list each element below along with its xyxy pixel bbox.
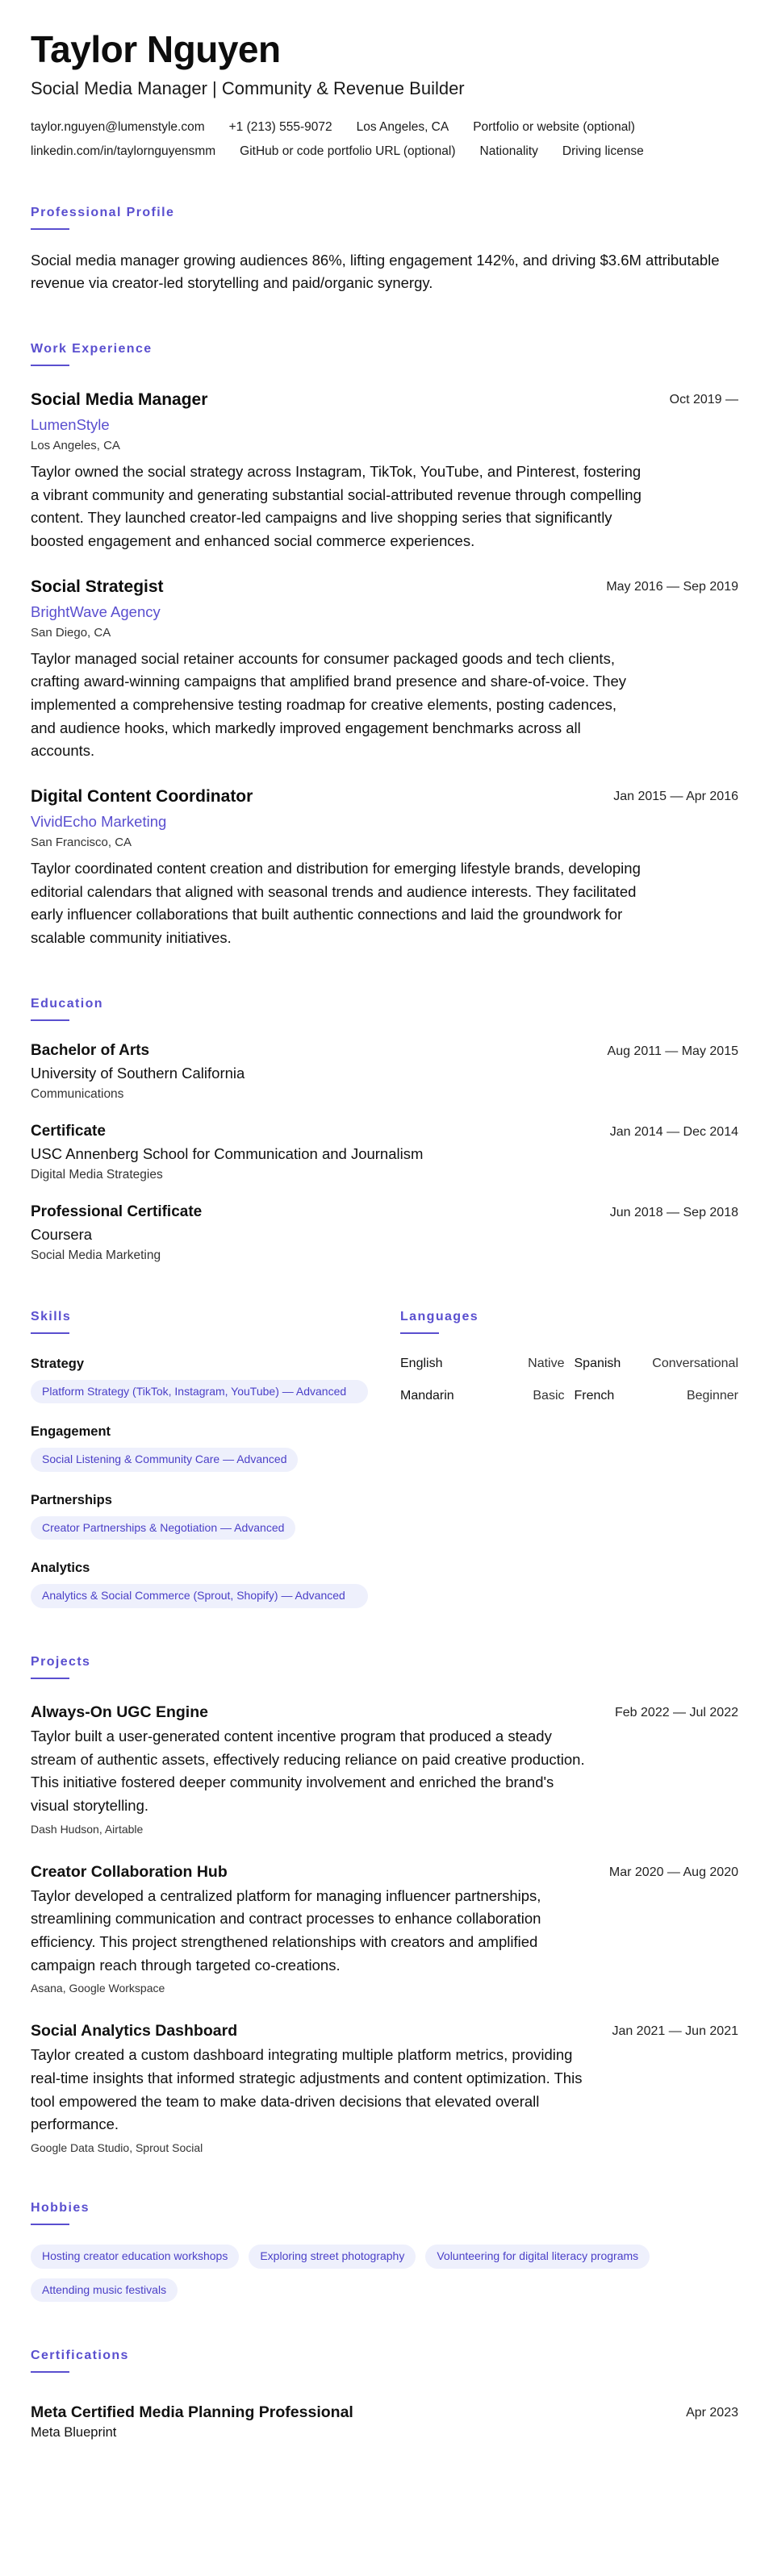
field-of-study: Digital Media Strategies [31,1167,163,1182]
project-entry [31,1863,738,1995]
education-entry [31,1042,738,1102]
section-divider [400,1332,439,1334]
job-location: San Francisco, CA [31,835,132,849]
email-link[interactable]: taylor.nguyen@lumenstyle.com [31,119,205,134]
project-description: Taylor created a custom dashboard integrating multiple platform metrics, providing real-time insights that informed strategic adjustments and content optimization. This tool empowered the team to make data-driven decisions that elevated overall performance. [31,2046,583,2133]
hobby-pill: Hosting creator education workshops [31,2245,239,2269]
language-list [400,1357,738,1421]
project-tools: Asana, Google Workspace [31,1982,165,1995]
field-of-study: Social Media Marketing [31,1248,161,1262]
language-level: Native [528,1356,565,1370]
job-description: Taylor managed social retainer accounts for consumer packaged goods and tech clients, crafting award-winning campaigns that amplified brand presence and share-of-voice. They implemented a comprehensive testing roadmap for creative elements, posting cadences, and audience hooks, which markedly improved engagement benchmarks across all accounts. [31,649,627,760]
headline: Social Media Manager | Community & Revenue Builder [31,77,465,98]
certification-title: Meta Certified Media Planning Professional [31,2403,353,2422]
project-description: Taylor developed a centralized platform for managing influencer partnerships, streamlining communication and contract processes to enhance collaboration efficiency. This project strengthened relationships with creators and amplified campaign reach through targeted co-creations. [31,1886,541,1974]
job-title: Digital Content Coordinator [31,786,253,806]
section-title: Languages [400,1309,479,1323]
job-entry [31,390,738,553]
school-name: University of Southern California [31,1064,245,1082]
projects-section [31,1655,738,2154]
project-entry [31,2022,738,2154]
contact-row [31,120,738,135]
profile-summary: Social media manager growing audiences 86%, lifting engagement 142%, and driving $3.6M attributable revenue via creator-led storytelling and paid/organic synergy. [31,251,720,292]
job-date: May 2016 — Sep 2019 [606,579,738,594]
location: Los Angeles, CA [356,119,449,134]
education-date: Jun 2018 — Sep 2018 [609,1205,738,1219]
section-title: Projects [31,1655,91,1669]
section-divider [31,1678,69,1679]
github-link[interactable]: GitHub or code portfolio URL (optional) [240,144,456,158]
skill-group [31,1493,368,1540]
job-date: Oct 2019 — [669,392,738,406]
skills-section [31,1310,368,1608]
language-name: French [574,1388,615,1403]
job-company: BrightWave Agency [31,602,161,620]
language-item [575,1357,739,1389]
skill-pill: Creator Partnerships & Negotiation — Advanced [31,1516,295,1540]
degree-title: Certificate [31,1122,106,1140]
language-level: Conversational [652,1356,738,1370]
school-name: Coursera [31,1225,93,1243]
section-divider [31,2224,69,2225]
section-divider [31,1332,69,1334]
school-name: USC Annenberg School for Communication and Journalism [31,1144,424,1162]
section-divider [31,228,69,230]
job-description: Taylor coordinated content creation and distribution for emerging lifestyle brands, developing editorial calendars that aligned with seasonal trends and audience interests. They facilitated early influencer collaborations that built authentic connections and laid the groundwork for scalable community initiatives. [31,859,641,946]
project-entry [31,1703,738,1836]
language-level: Beginner [686,1388,738,1403]
section-title: Education [31,996,103,1011]
project-date: Feb 2022 — Jul 2022 [615,1706,738,1720]
section-divider [31,2371,69,2373]
project-title: Social Analytics Dashboard [31,2022,238,2040]
language-item [400,1389,565,1421]
job-entry [31,787,738,950]
language-item [400,1357,565,1389]
job-entry [31,577,738,763]
language-name: English [400,1356,443,1370]
nationality: Nationality [479,144,538,158]
skill-group [31,1357,368,1404]
certification-date: Apr 2023 [686,2406,738,2420]
skill-category: Strategy [31,1356,85,1371]
project-tools: Dash Hudson, Airtable [31,1822,144,1836]
language-name: Mandarin [400,1388,454,1403]
resume-header [31,29,738,159]
hobby-list [31,2245,738,2302]
skill-group [31,1424,368,1472]
hobby-pill: Exploring street photography [249,2245,416,2269]
phone-number[interactable]: +1 (213) 555-9072 [228,119,332,134]
project-date: Jan 2021 — Jun 2021 [612,2024,738,2039]
project-title: Creator Collaboration Hub [31,1862,228,1881]
certification-entry [31,2403,738,2441]
job-company: VividEcho Marketing [31,812,167,830]
project-date: Mar 2020 — Aug 2020 [608,1865,738,1879]
education-date: Jan 2014 — Dec 2014 [609,1124,738,1139]
job-location: San Diego, CA [31,625,111,640]
skill-pill: Platform Strategy (TikTok, Instagram, YouTube) — Advanced [31,1380,368,1404]
section-title: Skills [31,1309,72,1323]
skill-category: Engagement [31,1424,111,1440]
education-date: Aug 2011 — May 2015 [607,1044,738,1058]
language-level: Basic [533,1388,565,1403]
certifications-section [31,2349,738,2441]
section-divider [31,1019,69,1021]
job-title: Social Media Manager [31,390,208,409]
degree-title: Professional Certificate [31,1203,203,1220]
contact-row-secondary [31,144,738,159]
languages-section [400,1310,738,1608]
field-of-study: Communications [31,1086,124,1101]
degree-title: Bachelor of Arts [31,1041,150,1059]
skills-languages-row [31,1310,738,1608]
job-title: Social Strategist [31,577,164,596]
section-title: Certifications [31,2349,129,2363]
job-company: LumenStyle [31,415,110,433]
driving-license: Driving license [562,144,644,158]
education-section [31,997,738,1263]
language-item [575,1389,739,1421]
education-entry [31,1203,738,1263]
candidate-name: Taylor Nguyen [31,28,281,70]
skill-group [31,1561,368,1608]
section-title: Professional Profile [31,205,175,219]
skill-pill: Analytics & Social Commerce (Sprout, Shopify) — Advanced [31,1584,368,1608]
certification-issuer: Meta Blueprint [31,2425,117,2441]
skill-category: Analytics [31,1561,90,1576]
education-entry [31,1123,738,1182]
section-title: Hobbies [31,2201,90,2215]
section-divider [31,365,69,366]
profile-section [31,206,738,295]
skill-pill: Social Listening & Community Care — Advanced [31,1448,298,1472]
hobby-pill: Attending music festivals [31,2278,178,2303]
job-location: Los Angeles, CA [31,438,120,452]
experience-section [31,342,738,950]
job-description: Taylor owned the social strategy across Instagram, TikTok, YouTube, and Pinterest, fostering a vibrant community and generating substantial social-attributed revenue through compelling content. They launched creator-led campaigns and live shopping series that significantly boosted engagement and enhanced social commerce experiences. [31,462,642,549]
skill-category: Partnerships [31,1492,112,1507]
hobby-pill: Volunteering for digital literacy programs [425,2245,650,2269]
section-title: Work Experience [31,341,153,356]
portfolio-link[interactable]: Portfolio or website (optional) [473,119,635,134]
project-description: Taylor built a user-generated content incentive program that produced a steady stream of authentic assets, effectively reducing reliance on paid creative production. This initiative fostered deeper community involvement and enriched the brand's visual storytelling. [31,1728,585,1815]
language-name: Spanish [574,1356,621,1370]
project-title: Always-On UGC Engine [31,1703,208,1722]
hobbies-section [31,2201,738,2302]
job-date: Jan 2015 — Apr 2016 [613,789,738,803]
linkedin-link[interactable]: linkedin.com/in/taylornguyensmm [31,144,216,158]
project-tools: Google Data Studio, Sprout Social [31,2141,203,2155]
